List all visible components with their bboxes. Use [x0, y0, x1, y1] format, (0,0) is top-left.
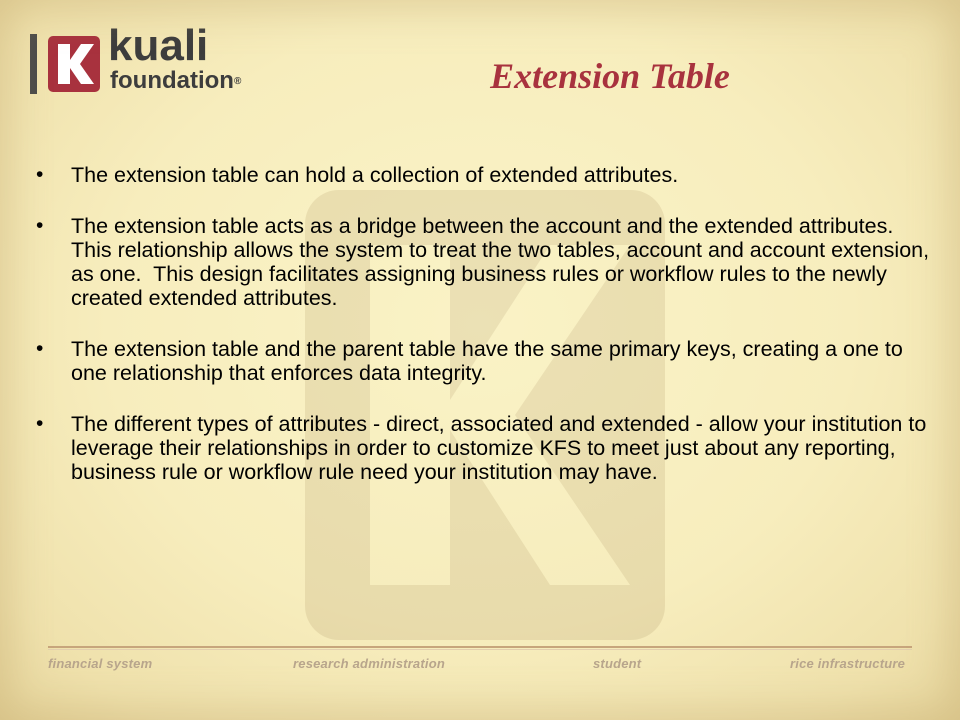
footer-rule-secondary — [48, 649, 912, 650]
bullet-text: The extension table can hold a collection of extended attributes. — [71, 163, 679, 187]
footer-item-financial-system: financial system — [48, 656, 153, 671]
logo-bracket — [30, 34, 37, 94]
bullet-item — [36, 412, 936, 484]
footer-item-research-administration: research administration — [293, 656, 445, 671]
footer-rule — [48, 646, 912, 648]
bullet-text: The different types of attributes - direct, associated and extended - allow your institution to leverage their relationships in order to customize KFS to meet just about any reporting, business rule or workflow rule need your institution may have. — [71, 412, 927, 484]
logo-subtext — [110, 69, 241, 93]
bullet-dot-icon: • — [36, 214, 44, 237]
bullet-dot-icon: • — [36, 163, 44, 186]
bullet-item — [36, 337, 936, 385]
footer-item-student: student — [593, 656, 642, 671]
kuali-k-icon — [48, 36, 100, 92]
slide-title: Extension Table — [490, 56, 730, 96]
bullet-text: The extension table acts as a bridge between the account and the extended attributes. This relationship allows the system to treat the two tables, account and account extension, as one. This design facilitates assigning business rules or workflow rules to the newly created extended attributes. — [71, 214, 936, 310]
bullet-dot-icon: • — [36, 337, 44, 360]
bullet-list — [36, 163, 936, 511]
bullet-dot-icon: • — [36, 412, 44, 435]
registered-mark: ® — [233, 76, 242, 87]
bullet-item — [36, 163, 936, 187]
footer-item-rice-infrastructure: rice infrastructure — [790, 656, 906, 671]
bullet-text: The extension table and the parent table have the same primary keys, creating a one to one relationship that enforces data integrity. — [71, 337, 903, 385]
logo-wordmark: kuali — [108, 21, 209, 70]
footer-bar — [48, 656, 912, 674]
logo-subtext-label: foundation — [110, 67, 234, 94]
bullet-item — [36, 214, 936, 310]
kuali-foundation-logo — [30, 21, 270, 100]
